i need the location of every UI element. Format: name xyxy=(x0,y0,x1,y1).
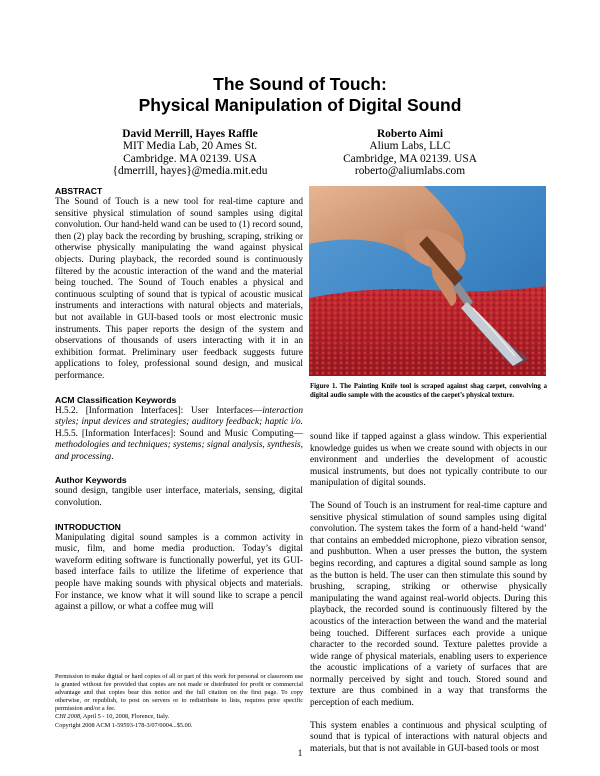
abstract-text: The Sound of Touch is a new tool for real-time capture and sensitive physical stimulation of sound samples using digital convolution. Our hand-held wand can be used to (1) record sound, then (2) play back the recording by brushing, scraping, striking or otherwise physically manipulating the wand against physical objects. During playback, the recorded sound is continuously filtered by the acoustic interaction of the wand and the material being touched. The Sound of Touch enables a physical and continuous sculpting of sound that is typical of acoustic musical instruments and interactions with natural objects and materials, but not available in GUI-based tools or most electronic music instruments. This paper reports the design of the system and observations of thousands of users interacting with it in an exhibition format. Preliminary user feedback suggests future applications to foley, professional sound design, and musical performance. xyxy=(55,197,303,381)
page-number: 1 xyxy=(297,749,303,759)
permission-text: Permission to make digital or hard copies of all or part of this work for personal or classroom use is granted without fee provided that copies are not made or distributed for profit or commercial advantage and that copies bear this notice and the full citation on the first page. To copy otherwise, or republish, to post on servers or to redistribute to lists, requires prior specific permission and/or a fee. xyxy=(55,673,303,713)
abstract-heading: ABSTRACT xyxy=(55,186,103,196)
author-block-2 xyxy=(300,128,520,178)
keywords-heading: Author Keywords xyxy=(55,475,127,486)
author-email[interactable]: roberto@aliumlabs.com xyxy=(354,165,466,178)
author-location: Cambridge, MA 02139. USA xyxy=(343,152,477,165)
conference-line xyxy=(55,713,303,721)
painting-knife-photo-icon xyxy=(309,186,546,376)
acm-heading: ACM Classification Keywords xyxy=(55,394,177,405)
acm-text-italic: methodologies and techniques; systems; signal analysis, synthesis, and processing xyxy=(55,440,303,462)
author-affiliation: Alium Labs, LLC xyxy=(369,140,451,153)
figure-1-photo xyxy=(309,186,546,376)
title-line-2: Physical Manipulation of Digital Sound xyxy=(138,95,462,115)
author-location: Cambridge. MA 02139. USA xyxy=(123,152,257,165)
acm-text-part: H.5.2. [Information Interfaces]: User Interfaces— xyxy=(55,405,263,416)
keywords-text: sound design, tangible user interface, materials, sensing, digital convolution. xyxy=(55,486,303,509)
right-column xyxy=(310,432,547,755)
body-paragraph: This system enables a continuous and physical sculpting of sound that is typical of interactions with natural objects and materials, but that is not available in GUI-based tools or most xyxy=(310,720,547,754)
author-email[interactable]: {dmerrill, hayes}@media.mit.edu xyxy=(112,165,268,178)
acm-text xyxy=(55,406,303,464)
author-block-1 xyxy=(80,128,300,178)
body-paragraph: The Sound of Touch is an instrument for real-time capture and sensitive physical stimulation of sound samples using digital convolution. The system takes the form of a hand-held ‘wand’ that contains an embedded microphone, piezo vibration sensor, and pushbutton. When a user presses the button, the system begins recording, and captures a digital sound sample as long as the button is held. The user can then stimulate this sound by brushing, scraping, striking or otherwise physically manipulating the wand against real-world objects. During this playback, the recorded sound is continuously filtered by the acoustics of the interaction between the wand and the material being touched. Different surfaces each provide a unique character to the recorded sound. Texture palettes provide a wide range of physical materials, enabling users to experience the acoustic implications of a variety of surfaces that are normally perceived by sight and touch. Stored sound and texture are thus combined in a way that transforms the perception of each medium. xyxy=(310,500,547,709)
author-name: David Merrill, Hayes Raffle xyxy=(122,128,258,140)
copyright-line: Copyright 2008 ACM 1-59593-178-3/07/0004...$5.00. xyxy=(55,721,193,729)
acm-text-part: H.5.5. [Information Interfaces]: Sound and Music Computing— xyxy=(55,428,303,439)
introduction-text: Manipulating digital sound samples is a common activity in music, film, and home media production. Today’s digital waveform editing software is functionally powerful, yet its GUI-based interface fails to utilize the lifetime of experience that people have making sounds with physical objects and materials. For instance, we know what it will sound like to scrape a pencil against a pillow, or what a coffee mug will xyxy=(55,532,303,613)
left-column xyxy=(55,186,303,614)
body-paragraph: sound like if tapped against a glass window. This experiential knowledge guides us when we create sound with objects in our environment and underlies the development of acoustic musical instruments, but does not typically contribute to our manipulation of digital sounds. xyxy=(310,432,547,489)
acm-text-part: . xyxy=(111,451,114,462)
title-line-1: The Sound of Touch: xyxy=(213,74,387,94)
conference-name: CHI 2008 xyxy=(55,713,81,721)
permission-notice xyxy=(55,673,303,730)
author-name: Roberto Aimi xyxy=(376,128,444,140)
conference-details: , April 5 - 10, 2008, Florence, Italy. xyxy=(80,713,170,721)
acm-text-italic: interaction styles; input devices and strategies; auditory feedback; haptic i/o. xyxy=(55,405,303,428)
author-affiliation: MIT Media Lab, 20 Ames St. xyxy=(122,140,258,153)
figure-caption: Figure 1. The Painting Knife tool is scraped against shag carpet, convolving a digital audio sample with the acoustics of the carpet’s physical texture. xyxy=(310,383,547,399)
introduction-heading: INTRODUCTION xyxy=(55,521,121,532)
paper-title xyxy=(40,74,560,116)
